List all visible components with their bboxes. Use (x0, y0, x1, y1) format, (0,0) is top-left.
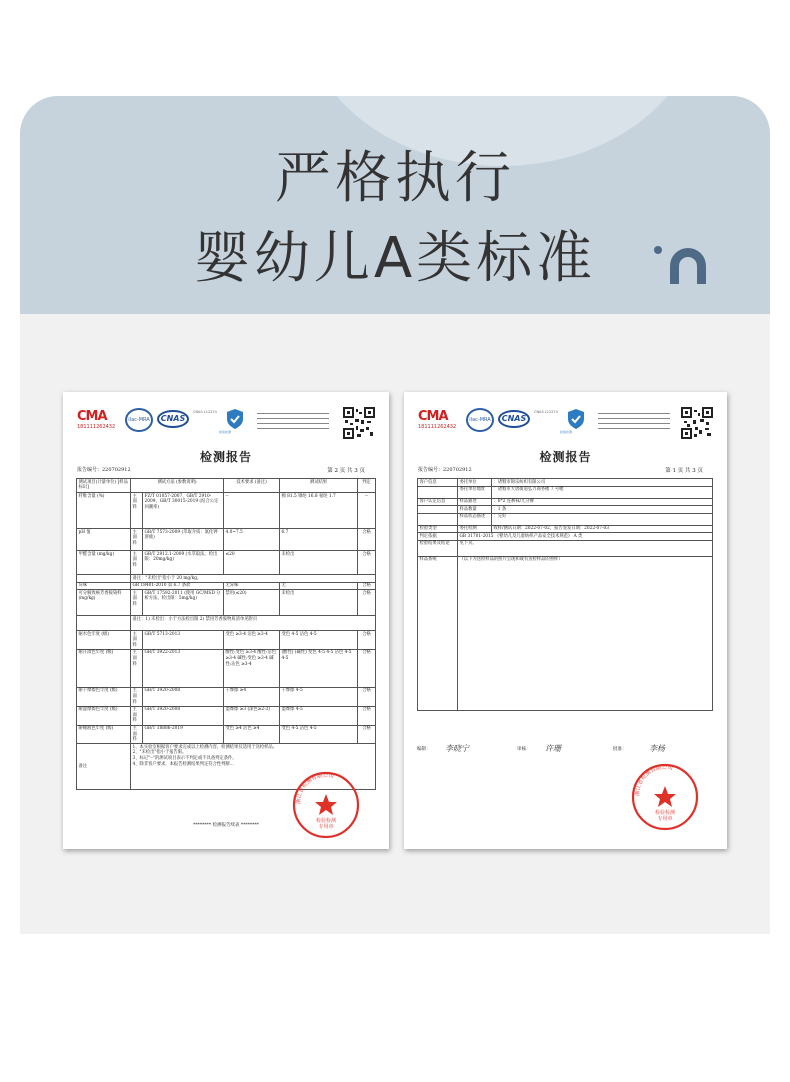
lab-contact-lines (598, 410, 670, 429)
page-indicator: 第 1 页 共 3 页 (665, 468, 703, 474)
svg-text:检验检测: 检验检测 (654, 810, 676, 816)
signature-compiler: 李晓宁 (445, 744, 469, 753)
table-row: 耐唾液色牢度 (级) 主面料 GB/T 18886-2019 变色 ≥4 沾色 ≥4 变色 4-5 沾色 4-5 合格 (77, 725, 376, 744)
official-seal-stamp (630, 762, 700, 832)
cma-logo: CMA 181111262432 (77, 409, 116, 430)
ilac-logo: ilac-MRA (466, 408, 494, 432)
cnas-logo: CNAS (157, 410, 189, 428)
table-row: 耐汗渍色牢度 (级) 主面料 GB/T 3922-2013 酸性:变色 ≥3-4 酸性:沾色 ≥3-4 碱性:变色 ≥3-4 碱性:沾色 ≥3-4 (酸性) (碱性) 变色 4-5 4-5 沾色 4-5 4-5 合格 (77, 649, 376, 687)
table-header-row: 测试项目(计量单位) [样品标识] 测试方法 (参数说明) 技术要求 (备注) 测试结果 判定 (77, 479, 376, 493)
table-row: 耐干摩擦色牢度 (级) 主面料 GB/T 3920-2008 干摩擦 ≥4 干摩擦 4-5 合格 (77, 687, 376, 706)
table-row: 耐水色牢度 (级) 主面料 GB/T 5713-2013 变色 ≥3-4 沾色 ≥3-4 变色 4-5 沾色 4-5 合格 (77, 631, 376, 650)
badge-label: 检验检测 (219, 430, 232, 434)
table-note-row: 备注：1) 未检出：小于方法检出限 2) 禁用芳香胺物质清单见附页 (77, 616, 376, 631)
table-note-row: 备注："未检出"指小于 20 mg/kg。 (77, 575, 376, 583)
badge-label: 检验检测 (560, 430, 573, 434)
table-row: 样品系统 （以下为送检样品的照片呈现和或有送检样品的照样） (418, 556, 713, 710)
report-number: 报告编号：220702912 (418, 467, 472, 473)
lab-contact-lines (257, 410, 329, 429)
hero-title-line1: 严格执行 (275, 146, 515, 211)
table-row: 纤维含量 (%) 主面料 FZ/T 01057-2007、GB/T 2910-2009、GB/T 30015-2019 (结合公定回潮率) -- 棉 81.5 锦纶 16.8 氨纶 1.7 -- (77, 493, 376, 529)
client-info-table (417, 478, 713, 711)
svg-text:浙江省检测有限公司: 浙江省检测有限公司 (295, 772, 335, 805)
cma-logo: CMA 181111262432 (418, 409, 457, 430)
table-row: 判定依据 GB 31701-2015 《婴幼儿及儿童纺织产品安全技术规范》 A 类 (418, 533, 713, 541)
decorative-arch-icon (670, 248, 706, 284)
svg-text:检验检测: 检验检测 (315, 818, 337, 824)
svg-text:浙江省检测有限公司: 浙江省检测有限公司 (634, 764, 674, 797)
table-row: 委托单位地址 ：诸暨市大唐街道弘力商务楼 7 号楼 (418, 486, 713, 498)
qr-code-icon (343, 407, 375, 439)
table-row: 样品状态描述 ：完好 (418, 513, 713, 525)
table-row: 异味 GB 18401-2010 第 6.7 条款 无异味 无 合格 (77, 582, 376, 590)
table-row: 检验类型 委托检测 收样/测试日期：2022-07-02、报告签发日期：2022-07-03 (418, 525, 713, 533)
shield-check-icon (225, 408, 245, 430)
table-row: 样品数量 ：1 条 (418, 506, 713, 514)
report-page-left (63, 392, 389, 849)
report-number: 报告编号：220702912 (77, 467, 131, 473)
cnas-logo: CNAS (498, 410, 530, 428)
hero-banner (20, 96, 770, 314)
report-title: 检测报告 (539, 450, 592, 464)
qr-code-icon (681, 407, 713, 439)
shield-check-icon (566, 408, 586, 430)
table-row: 客户认定信息 样品描述 ：6*2 连裤袜/儿分裤 (418, 498, 713, 506)
table-row: 甲醛含量 (mg/kg) 主面料 GB/T 2912.1-2009 (水萃取法，检出限：20mg/kg) ≤20 未检出 合格 (77, 551, 376, 575)
signature-reviewer: 许珊 (545, 744, 561, 753)
report-title: 检测报告 (199, 450, 252, 464)
table-row: 可分解致癌芳香胺染料 (mg/kg) 主面料 GB/T 17592-2011 (使用 GC/MSD 分析方法，检出限：5mg/kg) 禁用(≤20) 未检出 合格 (77, 590, 376, 616)
page-indicator: 第 2 页 共 3 页 (327, 468, 365, 474)
svg-text:专用章: 专用章 (657, 816, 673, 822)
table-row: 检验结果及结论 见下页。 (418, 540, 713, 556)
cnas-number: CNAS L12274 (534, 410, 558, 414)
report-footer: ******** 检测报告续表 ******** (193, 823, 259, 828)
svg-text:专用章: 专用章 (318, 824, 334, 830)
decorative-dot (654, 246, 662, 254)
test-results-table (76, 478, 376, 790)
hero-title-line2: 婴幼儿A类标准 (193, 226, 597, 291)
cnas-number: CNAS L12274 (193, 410, 217, 414)
table-row: 耐湿摩擦色牢度 (级) 主面料 GB/T 3920-2008 湿摩擦 ≥3 (深色≥2-3) 湿摩擦 4-5 合格 (77, 706, 376, 725)
report-page-right: CMA 181111262432 ilac-MRA CNAS CNAS L12274 检验检测 检测报告 报告编号：220702912 第 1 页 共 3 页 客户信息 委托单位 ：诸暨市锦乐纺织有限公司 委托单位地址 ：诸暨市大唐街道弘力商务楼 7 号楼 客户认定信息 样品描述 ：6*2 连裤袜/儿分裤 样品数量 ：1 条 样品状态描述 ：完好 检验类型 委托检测 收样/测试日期：2022-07-02、报告签发日期：2022-07-03 判定依据 GB 31701-2015 《婴幼儿及儿童纺织产品安全技术规范》 A 类 检验结果及结论 见下页。 样品系统 （以下为送检样品的照片呈现和或有送检样品的照样） 编制： 李晓宁 审核： 许珊 批准： 李杨 检验检测 专用章 浙江省检测有限公司 (404, 392, 727, 849)
ilac-logo: ilac-MRA (125, 408, 153, 432)
certification-logos (418, 406, 688, 436)
table-row: 客户信息 委托单位 ：诸暨市锦乐纺织有限公司 (418, 479, 713, 487)
signature-approver: 李杨 (649, 744, 665, 753)
table-row: pH 值 主面料 GB/T 7573-2009 (萃取介质：氯化钾溶液) 4.0~7.5 6.7 合格 (77, 529, 376, 551)
certification-logos (77, 406, 347, 436)
official-seal-stamp (291, 770, 361, 840)
remarks-row: 备注 1、本实验室根据客户要求完成以上检测内容，检测结果仅适用于送检样品。 2、"未检出"指小于报告限。 3、标记"--"的测试项目表示不判定或不具备判定条件。 4、除非客户要求，本报告检测结果判定符合性判断... (77, 744, 376, 790)
